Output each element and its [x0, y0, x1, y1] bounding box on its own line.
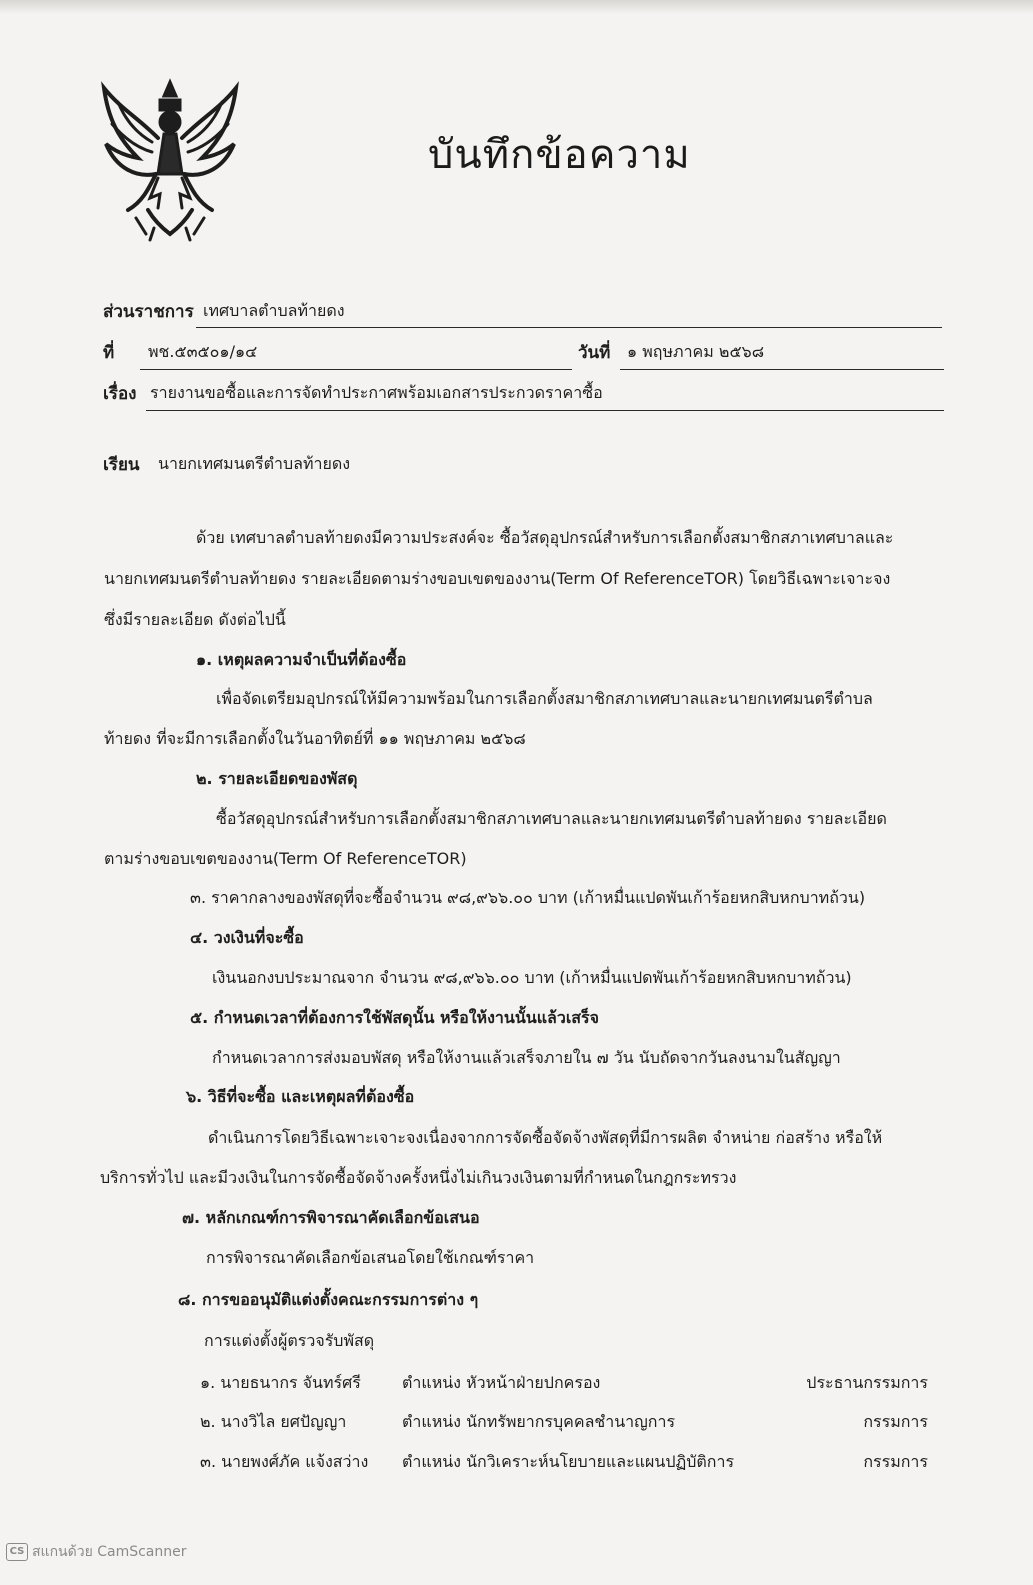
section-1-line-2: ท้ายดง ที่จะมีการเลือกตั้งในวันอาทิตย์ที่ ๑๑ พฤษภาคม ๒๕๖๘: [104, 729, 526, 748]
committee-name-1: ๑. นายธนากร จันทร์ศรี: [200, 1373, 361, 1392]
section-4-heading: ๔. วงเงินที่จะซื้อ: [190, 928, 304, 947]
scanner-watermark: [6, 1541, 187, 1563]
agency-rule: [196, 327, 942, 328]
section-6-line-1: ดำเนินการโดยวิธีเฉพาะเจาะจงเนื่องจากการจัดซื้อจัดจ้างพัสดุที่มีการผลิต จำหน่าย ก่อสร้าง หรือให้: [208, 1128, 883, 1147]
agency-value: เทศบาลตำบลท้ายดง: [203, 301, 345, 320]
section-7-line-1: การพิจารณาคัดเลือกข้อเสนอโดยใช้เกณฑ์ราคา: [206, 1248, 535, 1267]
intro-line-3: ซึ่งมีรายละเอียด ดังต่อไปนี้: [104, 610, 286, 629]
section-8-line-1: การแต่งตั้งผู้ตรวจรับพัสดุ: [204, 1331, 375, 1350]
committee-role-1: ประธานกรรมการ: [806, 1373, 928, 1392]
camscanner-badge-icon: CS: [6, 1543, 28, 1561]
committee-position-2: ตำแหน่ง นักทรัพยากรบุคคลชำนาญการ: [402, 1412, 676, 1431]
date-rule: [620, 369, 944, 370]
subject-rule: [146, 410, 944, 411]
section-6-line-2: บริการทั่วไป และมีวงเงินในการจัดซื้อจัดจ้างครั้งหนึ่งไม่เกินวงเงินตามที่กำหนดในกฎกระทรวง: [100, 1168, 737, 1187]
scanner-text: สแกนด้วย CamScanner: [32, 1544, 187, 1560]
committee-name-3: ๓. นายพงศ์ภัค แจ้งสว่าง: [200, 1452, 369, 1471]
section-2-line-2: ตามร่างขอบเขตของงาน(Term Of ReferenceTOR): [104, 849, 467, 868]
committee-role-2: กรรมการ: [863, 1412, 928, 1431]
scan-edge: [0, 0, 1033, 14]
garuda-emblem-icon: [98, 78, 242, 242]
section-1-line-1: เพื่อจัดเตรียมอุปกรณ์ให้มีความพร้อมในการเลือกตั้งสมาชิกสภาเทศบาลและนายกเทศมนตรีตำบล: [216, 689, 873, 708]
intro-line-2: นายกเทศมนตรีตำบลท้ายดง รายละเอียดตามร่างขอบเขตของงาน(Term Of ReferenceTOR) โดยวิธีเฉพาะเจาะจง: [104, 569, 891, 588]
section-5-heading: ๕. กำหนดเวลาที่ต้องการใช้พัสดุนั้น หรือให้งานนั้นแล้วเสร็จ: [190, 1008, 600, 1027]
subject-value: รายงานขอซื้อและการจัดทำประกาศพร้อมเอกสารประกวดราคาซื้อ: [150, 383, 603, 402]
section-1-heading: ๑. เหตุผลความจำเป็นที่ต้องซื้อ: [196, 650, 407, 669]
section-6-heading: ๖. วิธีที่จะซื้อ และเหตุผลที่ต้องซื้อ: [186, 1087, 415, 1106]
ref-value: พช.๕๓๕๐๑/๑๔: [148, 342, 258, 361]
memo-title: บันทึกข้อความ: [428, 132, 691, 178]
section-7-heading: ๗. หลักเกณฑ์การพิจารณาคัดเลือกข้อเสนอ: [182, 1208, 480, 1227]
date-label: วันที่: [578, 343, 611, 363]
intro-line-1: ด้วย เทศบาลตำบลท้ายดงมีความประสงค์จะ ซื้อวัสดุอุปกรณ์สำหรับการเลือกตั้งสมาชิกสภาเทศบาลและ: [196, 528, 894, 547]
date-value: ๑ พฤษภาคม ๒๕๖๘: [627, 342, 765, 361]
ref-label: ที่: [103, 343, 115, 363]
to-label: เรียน: [103, 455, 140, 475]
committee-role-3: กรรมการ: [863, 1452, 928, 1471]
section-4-line-1: เงินนอกงบประมาณจาก จำนวน ๙๘,๙๖๖.๐๐ บาท (เก้าหมื่นแปดพันเก้าร้อยหกสิบหกบาทถ้วน): [212, 968, 852, 987]
committee-name-2: ๒. นางวิไล ยศปัญญา: [200, 1412, 347, 1431]
section-2-heading: ๒. รายละเอียดของพัสดุ: [196, 769, 358, 788]
committee-position-1: ตำแหน่ง หัวหน้าฝ่ายปกครอง: [402, 1373, 601, 1392]
section-2-line-1: ซื้อวัสดุอุปกรณ์สำหรับการเลือกตั้งสมาชิกสภาเทศบาลและนายกเทศมนตรีตำบลท้ายดง รายละเอียด: [216, 809, 887, 828]
section-8-heading: ๘. การขออนุมัติแต่งตั้งคณะกรรมการต่าง ๆ: [178, 1290, 479, 1309]
agency-label: ส่วนราชการ: [103, 302, 194, 322]
to-value: นายกเทศมนตรีตำบลท้ายดง: [158, 454, 351, 473]
subject-label: เรื่อง: [103, 384, 137, 404]
section-5-line-1: กำหนดเวลาการส่งมอบพัสดุ หรือให้งานแล้วเสร็จภายใน ๗ วัน นับถัดจากวันลงนามในสัญญา: [212, 1048, 841, 1067]
committee-position-3: ตำแหน่ง นักวิเคราะห์นโยบายและแผนปฏิบัติการ: [402, 1452, 735, 1471]
ref-rule: [140, 369, 572, 370]
section-3-heading: ๓. ราคากลางของพัสดุที่จะซื้อจำนวน ๙๘,๙๖๖.๐๐ บาท (เก้าหมื่นแปดพันเก้าร้อยหกสิบหกบาทถ้วน): [190, 888, 866, 907]
